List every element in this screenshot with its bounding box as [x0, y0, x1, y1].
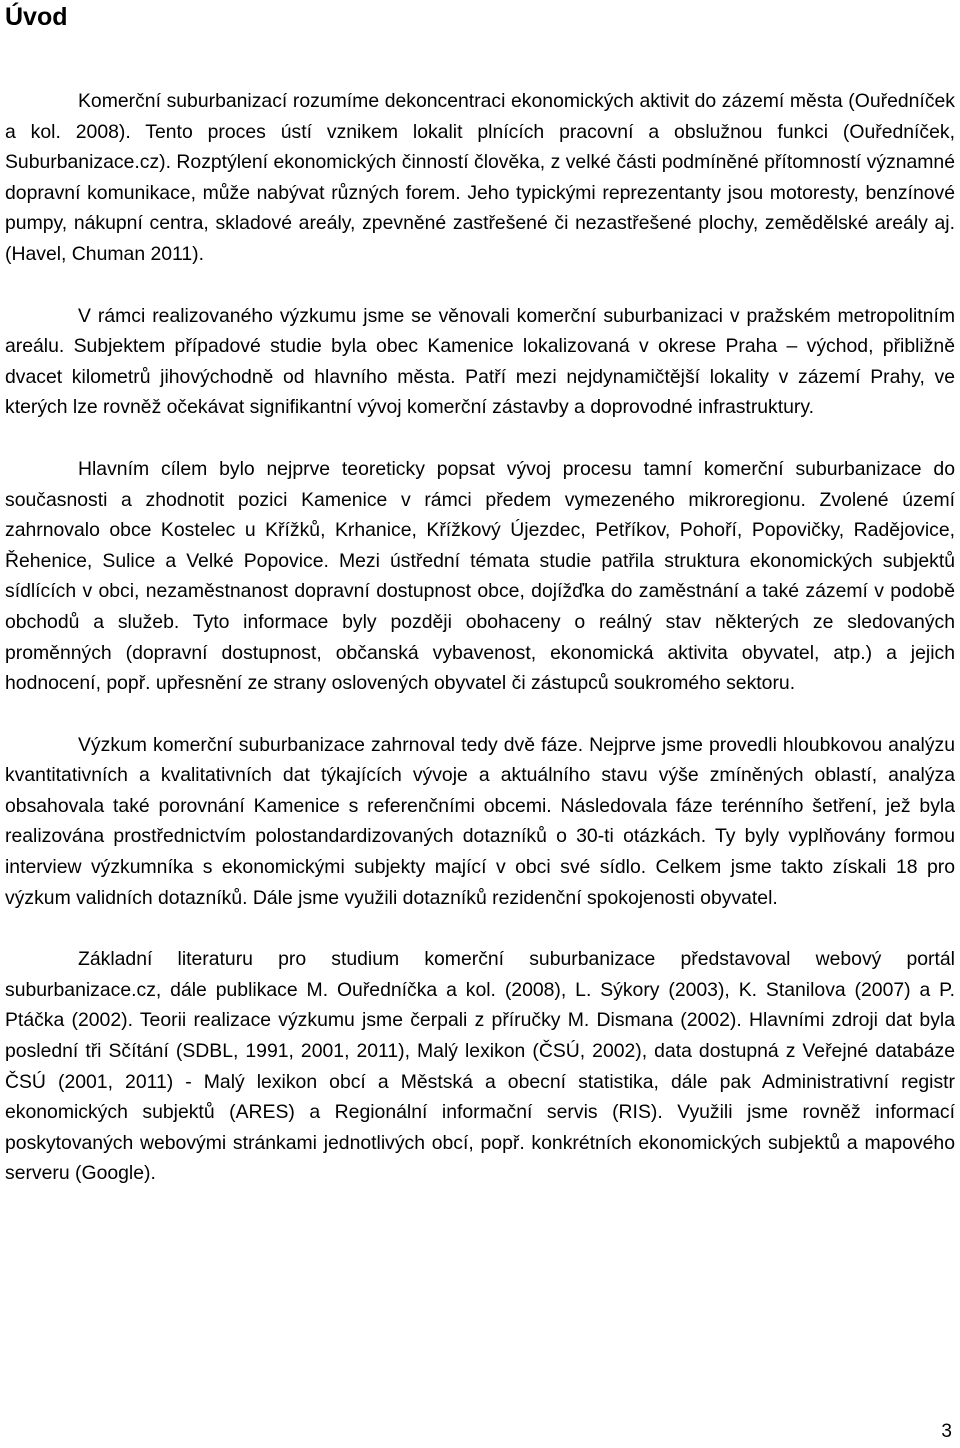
paragraph-1: Komerční suburbanizací rozumíme dekoncentraci ekonomických aktivit do zázemí města (Ouředníček a kol. 2008). Tento proces ústí vznikem lokalit plnících pracovní a obslužnou funkci (Ouředníček, Suburbanizace.cz). Rozptýlení ekonomických činností člověka, z velké části podmíněné přítomností významné dopravní komunikace, může nabývat různých forem. Jeho typickými reprezentanty jsou motoresty, benzínové pumpy, nákupní centra, skladové areály, zpevněné zastřešené či nezastřešené plochy, zemědělské areály aj. (Havel, Chuman 2011).: [5, 90, 955, 265]
section-heading: Úvod: [5, 3, 68, 31]
page-number: 3: [941, 1421, 952, 1442]
paragraph-3: Hlavním cílem bylo nejprve teoreticky popsat vývoj procesu tamní komerční suburbanizace do současnosti a zhodnotit pozici Kamenice v rámci předem vymezeného mikroregionu. Zvolené území zahrnovalo obce Kostelec u Křížků, Krhanice, Křížkový Újezdec, Petříkov, Pohoří, Popovičky, Radějovice, Řehenice, Sulice a Velké Popovice. Mezi ústřední témata studie patřila struktura ekonomických subjektů sídlících v obci, nezaměstnanost dopravní dostupnost obce, dojížďka do zaměstnání a také zázemí v podobě obchodů a služeb. Tyto informace byly později obohaceny o reálný stav některých ze sledovaných proměnných (dopravní dostupnost, občanská vybavenost, ekonomická aktivita obyvatel, atp.) a jejich hodnocení, popř. upřesnění ze strany oslovených obyvatel či zástupců soukromého sektoru.: [5, 457, 955, 695]
paragraph-5: Základní literaturu pro studium komerční suburbanizace představoval webový portál suburbanizace.cz, dále publikace M. Ouředníčka a kol. (2008), L. Sýkory (2003), K. Stanilova (2007) a P. Ptáčka (2002). Teorii realizace výzkumu jsme čerpali z příručky M. Dismana (2002). Hlavními zdroji dat byla poslední tři Sčítání (SDBL, 1991, 2001, 2011), Malý lexikon (ČSÚ, 2002), data dostupná z Veřejné databáze ČSÚ (2001, 2011) - Malý lexikon obcí a Městská a obecní statistika, dále pak Administrativní registr ekonomických subjektů (ARES) a Regionální informační servis (RIS). Využili jsme rovněž informací poskytovaných webovými stránkami jednotlivých obcí, popř. konkrétních ekonomických subjektů a mapového serveru (Google).: [5, 948, 955, 1185]
body-text: [5, 86, 955, 1220]
paragraph-2: V rámci realizovaného výzkumu jsme se věnovali komerční suburbanizaci v pražském metropolitním areálu. Subjektem případové studie byla obec Kamenice lokalizovaná v okrese Praha – východ, přibližně dvacet kilometrů jihovýchodně od hlavního města. Patří mezi nejdynamičtější lokality v zázemí Prahy, ve kterých lze rovněž očekávat signifikantní vývoj komerční zástavby a doprovodné infrastruktury.: [5, 304, 955, 419]
paragraph-4: Výzkum komerční suburbanizace zahrnoval tedy dvě fáze. Nejprve jsme provedli hloubkovou analýzu kvantitativních a kvalitativních dat týkajících vývoje a aktuálního stavu výše zmíněných oblastí, analýza obsahovala také porovnání Kamenice s referenčními obcemi. Následovala fáze terénního šetření, jež byla realizována prostřednictvím polostandardizovaných dotazníků o 30-ti otázkách. Ty byly vyplňovány formou interview výzkumníka s ekonomickými subjekty mající v obci své sídlo. Celkem jsme takto získali 18 pro výzkum validních dotazníků. Dále jsme využili dotazníků rezidenční spokojenosti obyvatel.: [5, 733, 955, 909]
